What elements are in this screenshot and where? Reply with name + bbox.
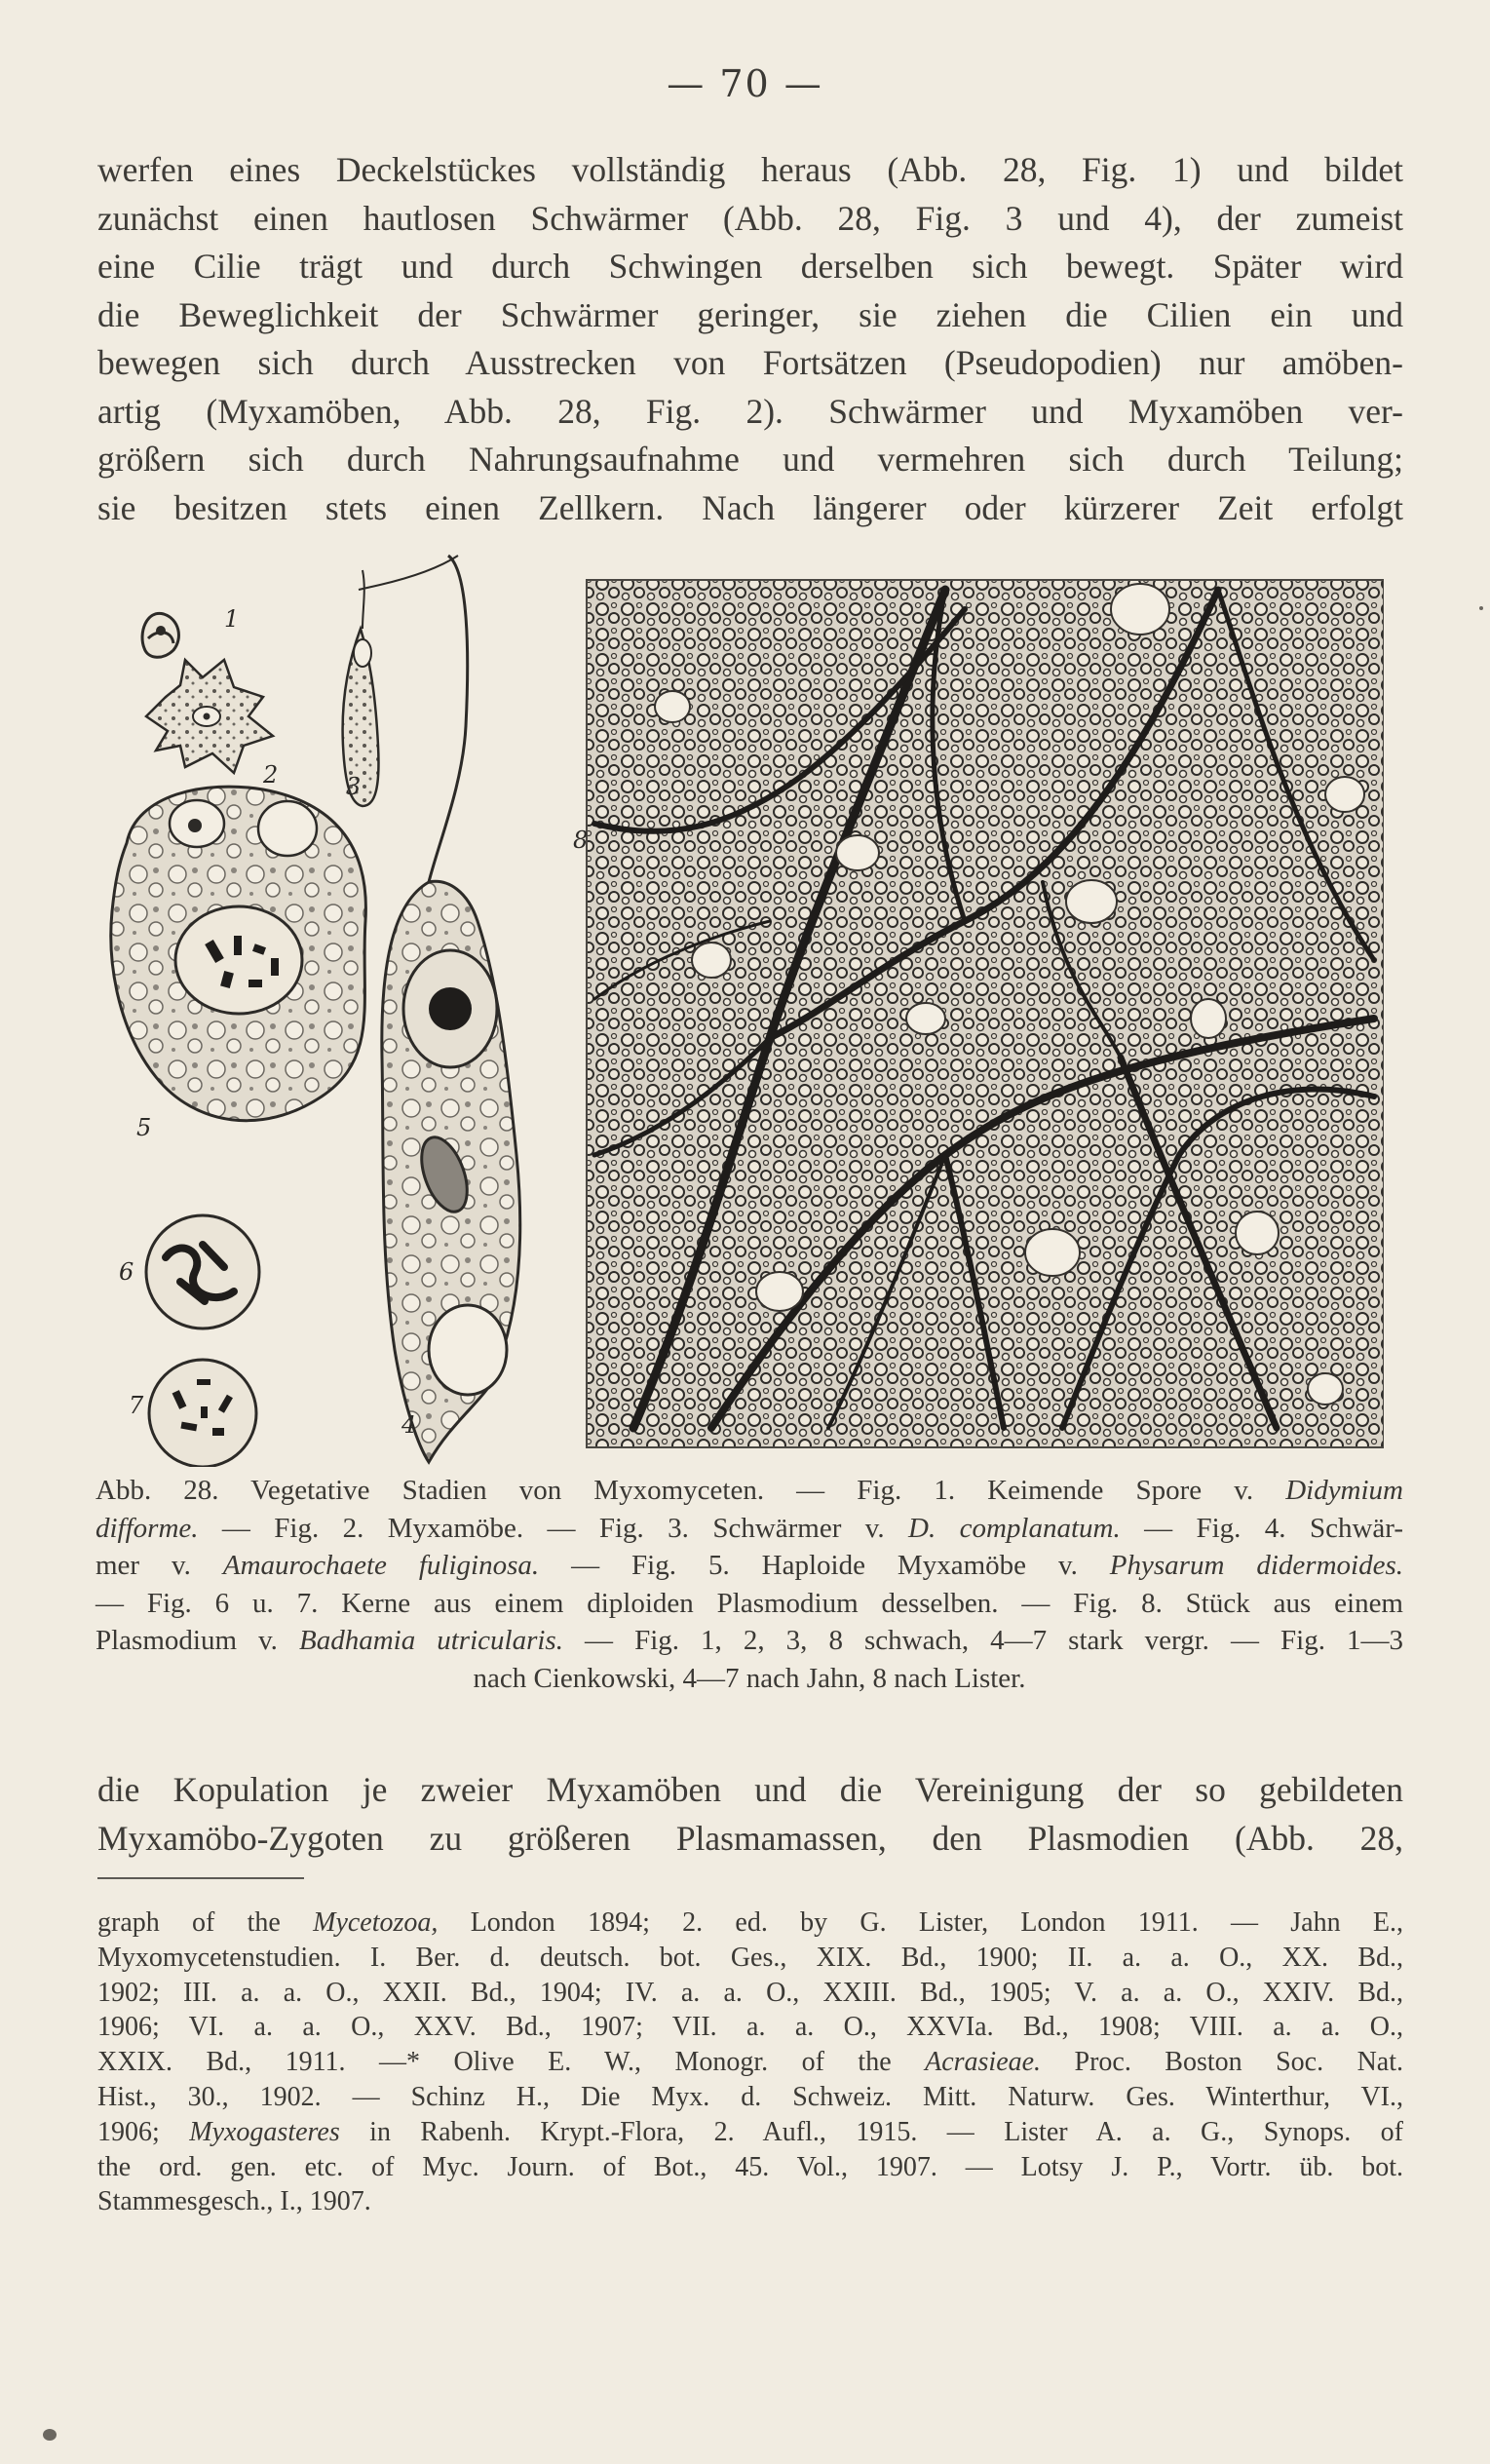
paper-speck — [1479, 606, 1483, 610]
fig-label-6: 6 — [119, 1258, 134, 1286]
figure-caption — [96, 1472, 1403, 1697]
caption-line: Plasmodium v. Badhamia utricularis. — Fig. 1, 2, 3, 8 schwach, 4—7 stark vergr. — Fig. 1—3 — [96, 1625, 1404, 1656]
caption-line: difforme. — Fig. 2. Myxamöbe. — Fig. 3. Schwärmer v. D. complanatum. — Fig. 4. Schwär- — [96, 1512, 1403, 1544]
fig-label-7: 7 — [129, 1392, 144, 1419]
paragraph-line: die Beweglichkeit der Schwärmer geringer, sie ziehen die Cilien ein und — [97, 294, 1403, 334]
footnote-line: XXIX. Bd., 1911. —* Olive E. W., Monogr. of the Acrasieae. Proc. Boston Soc. Nat. — [97, 2047, 1404, 2078]
footnote-line: Stammesgesch., I., 1907. — [97, 2186, 371, 2217]
fig-label-8: 8 — [573, 827, 589, 854]
footnote-line: 1906; Myxogasteres in Rabenh. Krypt.-Flora, 2. Aufl., 1915. — Lister A. a. G., Synops. of — [97, 2116, 1403, 2147]
fig-label-5: 5 — [136, 1114, 152, 1141]
paragraph-line: werfen eines Deckelstückes vollständig heraus (Abb. 28, Fig. 1) und bildet — [97, 150, 1403, 189]
fig-label-1: 1 — [224, 605, 240, 633]
footnote-rule — [97, 1877, 304, 1879]
paragraph-line: eine Cilie trägt und durch Schwingen derselben sich bewegt. Später wird — [97, 247, 1403, 286]
figure-abb-28 — [88, 551, 1384, 1467]
swarmer-fig-3 — [343, 556, 458, 806]
paragraph-line: sie besitzen stets einen Zellkern. Nach längerer oder kürzerer Zeit erfolgt — [97, 487, 1403, 527]
nucleus-fig-6 — [146, 1215, 259, 1328]
fig-label-3: 3 — [346, 773, 362, 800]
myxamoeba-fig-5 — [111, 787, 366, 1121]
bottom-paragraph — [97, 1766, 1403, 1863]
top-paragraph — [97, 146, 1403, 532]
caption-line: nach Cienkowski, 4—7 nach Jahn, 8 nach Lister. — [473, 1662, 1026, 1694]
footnote-line: 1902; III. a. a. O., XXII. Bd., 1904; IV. a. a. O., XXIII. Bd., 1905; V. a. a. O., XXIV. Bd., — [97, 1977, 1403, 2008]
figure-illustration — [88, 551, 1384, 1467]
paragraph-line: zunächst einen hautlosen Schwärmer (Abb. 28, Fig. 3 und 4), der zumeist — [97, 198, 1403, 238]
footnote-line: the ord. gen. etc. of Myc. Journ. of Bot., 45. Vol., 1907. — Lotsy J. P., Vortr. üb. bot. — [97, 2151, 1403, 2182]
paragraph-line: größern sich durch Nahrungsaufnahme und vermehren sich durch Teilung; — [97, 440, 1403, 479]
footnote-line: Myxomycetenstudien. I. Ber. d. deutsch. bot. Ges., XIX. Bd., 1900; II. a. a. O., XX. Bd., — [97, 1942, 1403, 1973]
page-number: — 70 — — [667, 62, 823, 105]
paragraph-line: artig (Myxamöben, Abb. 28, Fig. 2). Schwärmer und Myxamöben ver- — [97, 391, 1403, 431]
nucleus-fig-7 — [149, 1360, 256, 1467]
paper-speck — [43, 2429, 57, 2441]
fig-label-2: 2 — [263, 761, 279, 789]
spore-fig-1 — [142, 613, 178, 657]
paragraph-line: Myxamöbo-Zygoten zu größeren Plasmamassen, den Plasmodien (Abb. 28, — [97, 1818, 1403, 1858]
caption-line: — Fig. 6 u. 7. Kerne aus einem diploiden Plasmodium desselben. — Fig. 8. Stück aus einem — [96, 1587, 1403, 1619]
paragraph-line: die Kopulation je zweier Myxamöben und die Vereinigung der so gebildeten — [97, 1770, 1403, 1809]
caption-line: Abb. 28. Vegetative Stadien von Myxomyceten. — Fig. 1. Keimende Spore v. Didymium — [96, 1475, 1404, 1506]
footnote-line: 1906; VI. a. a. O., XXV. Bd., 1907; VII. a. a. O., XXVIa. Bd., 1908; VIII. a. a. O., — [97, 2012, 1403, 2043]
paragraph-line: bewegen sich durch Ausstrecken von Fortsätzen (Pseudopodien) nur amöben- — [97, 343, 1403, 382]
myxamoeba-fig-2 — [146, 660, 273, 773]
swarmer-fig-4 — [382, 556, 520, 1462]
fig-label-4: 4 — [401, 1411, 417, 1439]
footnote-line: Hist., 30., 1902. — Schinz H., Die Myx. d. Schweiz. Mitt. Naturw. Ges. Winterthur, VI., — [97, 2081, 1403, 2112]
caption-line: mer v. Amaurochaete fuliginosa. — Fig. 5. Haploide Myxamöbe v. Physarum didermoides. — [96, 1550, 1403, 1581]
plasmodium-plate — [587, 580, 1384, 1447]
footnote-line: graph of the Mycetozoa, London 1894; 2. ed. by G. Lister, London 1911. — Jahn E., — [97, 1907, 1403, 1938]
footnote — [97, 1906, 1403, 2219]
